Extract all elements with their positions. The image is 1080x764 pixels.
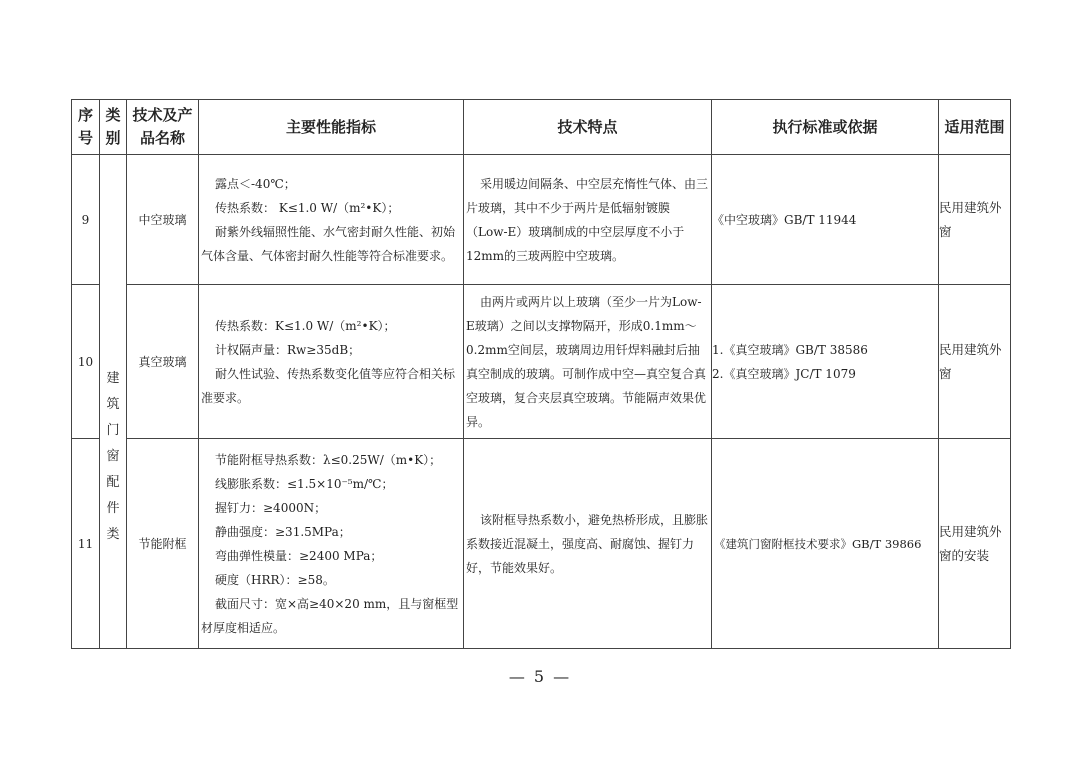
standard-cell xyxy=(712,155,939,285)
scope-cell: 民用建筑外窗的安装 xyxy=(939,439,1011,649)
header-category: 类别 xyxy=(100,100,127,155)
product-name: 中空玻璃 xyxy=(127,155,199,285)
performance-item: 弯曲弹性模量：≥2400 MPa； xyxy=(215,548,383,563)
table-header-row xyxy=(72,100,1011,155)
performance-cell xyxy=(199,439,464,649)
features-cell xyxy=(464,285,712,439)
performance-item: 硬度（HRR）：≥58。 xyxy=(215,572,335,587)
performance-item: 耐紫外线辐照性能、水气密封耐久性能、初始气体含量、气体密封耐久性能等符合标准要求。 xyxy=(201,224,456,263)
header-performance: 主要性能指标 xyxy=(199,100,464,155)
product-name: 真空玻璃 xyxy=(127,285,199,439)
performance-item: 截面尺寸：宽×高≥40×20 mm，且与窗框型材厚度相适应。 xyxy=(201,596,459,635)
performance-cell xyxy=(199,285,464,439)
header-product-name: 技术及产品名称 xyxy=(127,100,199,155)
standard-item: 1.《真空玻璃》GB/T 38586 xyxy=(712,342,868,357)
performance-item: 节能附框导热系数：λ≤0.25W/（m•K）； xyxy=(215,452,442,467)
standard-item: 《中空玻璃》GB/T 11944 xyxy=(712,212,857,227)
table-row xyxy=(72,439,1011,649)
table-row xyxy=(72,285,1011,439)
performance-item: 静曲强度：≥31.5MPa； xyxy=(215,524,351,539)
performance-cell xyxy=(199,155,464,285)
row-number: 10 xyxy=(72,285,100,439)
row-number: 9 xyxy=(72,155,100,285)
technology-table xyxy=(71,99,1011,649)
product-name: 节能附框 xyxy=(127,439,199,649)
row-number: 11 xyxy=(72,439,100,649)
header-standard: 执行标准或依据 xyxy=(712,100,939,155)
scope-cell: 民用建筑外窗 xyxy=(939,285,1011,439)
standard-item: 《建筑门窗附框技术要求》GB/T 39866 xyxy=(714,536,922,551)
standard-cell xyxy=(712,285,939,439)
performance-item: 握钉力：≥4000N； xyxy=(215,500,327,515)
category-label: 建 筑 门 窗 配 件 类 xyxy=(106,370,120,542)
performance-item: 露点＜-40℃； xyxy=(215,176,296,191)
performance-item: 线膨胀系数：≤1.5×10⁻⁵m/℃； xyxy=(215,476,394,491)
standards-table-sheet xyxy=(71,99,1011,649)
table-row xyxy=(72,155,1011,285)
performance-item: 传热系数： K≤1.0 W/（m²•K）； xyxy=(215,200,400,215)
features-cell xyxy=(464,155,712,285)
features-text: 采用暖边间隔条、中空层充惰性气体、由三片玻璃，其中不少于两片是低辐射镀膜（Low-E）玻璃制成的中空层厚度不小于12mm的三玻两腔中空玻璃。 xyxy=(466,176,709,263)
standard-item: 2.《真空玻璃》JC/T 1079 xyxy=(712,366,856,381)
features-text: 该附框导热系数小，避免热桥形成，且膨胀系数接近混凝土，强度高、耐腐蚀、握钉力好，节能效果好。 xyxy=(466,512,709,575)
features-cell xyxy=(464,439,712,649)
category-cell xyxy=(100,155,127,649)
scope-cell: 民用建筑外窗 xyxy=(939,155,1011,285)
features-text: 由两片或两片以上玻璃（至少一片为Low-E玻璃）之间以支撑物隔开，形成0.1mm～0.2mm空间层，玻璃周边用钎焊料融封后抽真空制成的玻璃。可制作成中空—真空复合真空玻璃，复合夹层真空玻璃。节能隔声效果优异。 xyxy=(466,294,707,429)
standard-cell xyxy=(712,439,939,649)
page-number: — 5 — xyxy=(508,667,572,686)
performance-item: 传热系数：K≤1.0 W/（m²•K）； xyxy=(215,318,396,333)
header-serial-number: 序号 xyxy=(72,100,100,155)
performance-item: 计权隔声量：Rw≥35dB； xyxy=(215,342,361,357)
performance-item: 耐久性试验、传热系数变化值等应符合相关标准要求。 xyxy=(201,366,456,405)
header-features: 技术特点 xyxy=(464,100,712,155)
header-scope: 适用范围 xyxy=(939,100,1011,155)
